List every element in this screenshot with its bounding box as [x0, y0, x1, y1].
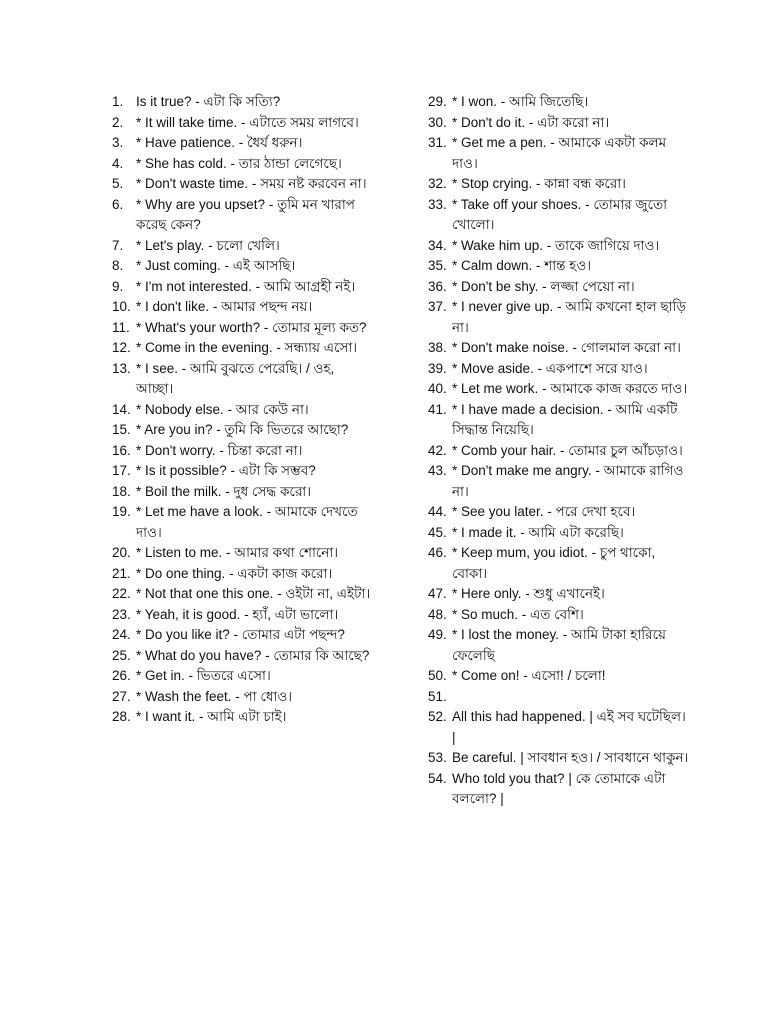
item-text: * Don't make noise. - গোলমাল করো না। — [452, 340, 681, 355]
item-number: 7. — [112, 237, 124, 253]
item-number: 49. — [428, 627, 447, 642]
list-item — [428, 769, 690, 810]
item-text: * I'm not interested. - আমি আগ্রহী নই। — [136, 278, 356, 294]
item-number: 36. — [428, 278, 447, 294]
item-number: 33. — [428, 196, 447, 212]
item-number: 25. — [112, 647, 131, 663]
item-text: * Have patience. - ধৈর্য ধরুন। — [136, 135, 303, 150]
item-text: * I won. - আমি জিতেছি। — [452, 94, 589, 109]
item-number: 53. — [428, 750, 447, 765]
item-number: 17. — [112, 463, 131, 478]
list-item — [428, 236, 690, 257]
list-item — [112, 420, 374, 441]
list-item — [112, 236, 374, 257]
list-item — [112, 154, 374, 175]
item-text: * It will take time. - এটাতে সময় লাগবে। — [136, 114, 359, 130]
item-text: * Wake him up. - তাকে জাগিয়ে দাও। — [452, 237, 660, 253]
item-text: * Comb your hair. - তোমার চুল আঁচড়াও। — [452, 442, 683, 458]
list-item — [428, 502, 690, 523]
item-number: 39. — [428, 360, 447, 376]
item-number: 9. — [112, 278, 124, 294]
item-text: * Why are you upset? - তুমি মন খারাপ করেছ কেন? — [136, 196, 355, 232]
item-number: 51. — [428, 688, 447, 704]
item-text: * Keep mum, you idiot. - চুপ থাকো, বোকা। — [452, 545, 656, 581]
list-item — [428, 461, 690, 502]
item-text: * What do you have? - তোমার কি আছে? — [136, 647, 370, 663]
item-number: 3. — [112, 135, 124, 150]
item-number: 18. — [112, 483, 131, 499]
item-number: 44. — [428, 504, 447, 519]
item-text: * Wash the feet. - পা ধোও। — [136, 688, 293, 704]
item-text: * See you later. - পরে দেখা হবে। — [452, 504, 636, 519]
list-item — [112, 133, 374, 154]
item-text: * Do you like it? - তোমার এটা পছন্দ? — [136, 627, 345, 642]
list-item — [112, 543, 374, 564]
list-item — [112, 666, 374, 687]
item-number: 54. — [428, 770, 447, 786]
item-text: Who told you that? | কে তোমাকে এটা বললো? | — [452, 770, 666, 806]
list-item — [428, 523, 690, 544]
item-number: 41. — [428, 401, 447, 417]
list-item — [112, 441, 374, 462]
list-item — [428, 277, 690, 298]
list-item — [112, 564, 374, 585]
item-text: All this had happened. | এই সব ঘটেছিল। | — [452, 709, 686, 745]
list-item — [112, 174, 374, 195]
list-item — [428, 92, 690, 113]
item-text: * She has cold. - তার ঠান্ডা লেগেছে। — [136, 155, 342, 171]
item-number: 5. — [112, 176, 124, 191]
item-number: 32. — [428, 176, 447, 191]
item-number: 23. — [112, 606, 131, 622]
list-item — [112, 277, 374, 298]
list-item — [428, 113, 690, 134]
item-text: * Come on! - এসো! / চলো! — [452, 668, 606, 683]
item-number: 21. — [112, 565, 131, 581]
item-number: 19. — [112, 504, 131, 519]
item-text: * Here only. - শুধু এখানেই। — [452, 586, 605, 601]
item-text: Is it true? - এটা কি সত্যি? — [136, 94, 281, 109]
item-number: 26. — [112, 668, 131, 683]
item-number: 38. — [428, 340, 447, 355]
list-item — [428, 666, 690, 687]
item-text: * I don't like. - আমার পছন্দ নয়। — [136, 299, 313, 314]
list-item — [112, 297, 374, 318]
list-item — [112, 195, 374, 236]
item-text: * Let's play. - চলো খেলি। — [136, 237, 280, 253]
item-number: 30. — [428, 114, 447, 130]
item-text: * Boil the milk. - দুধ সেদ্ধ করো। — [136, 483, 312, 499]
list-item — [428, 338, 690, 359]
item-text: * Is it possible? - এটা কি সম্ভব? — [136, 463, 316, 478]
list-item — [112, 687, 374, 708]
item-text: * Take off your shoes. - তোমার জুতো খোলো। — [452, 196, 667, 232]
list-item — [112, 482, 374, 503]
list-item — [428, 687, 690, 708]
item-number: 37. — [428, 299, 447, 314]
item-text: * I lost the money. - আমি টাকা হারিয়ে ফেলেছি — [452, 627, 666, 663]
item-number: 31. — [428, 135, 447, 150]
list-item — [428, 748, 690, 769]
list-item — [428, 297, 690, 338]
item-number: 8. — [112, 258, 124, 273]
list-item — [112, 318, 374, 339]
item-text: * Don't waste time. - সময় নষ্ট করবেন না। — [136, 176, 367, 191]
item-number: 16. — [112, 442, 131, 458]
item-text: * Are you in? - তুমি কি ভিতরে আছো? — [136, 422, 349, 437]
item-number: 11. — [112, 319, 130, 335]
list-item — [112, 584, 374, 605]
list-item — [112, 646, 374, 667]
list-item — [428, 133, 690, 174]
item-number: 22. — [112, 586, 131, 601]
item-text: * I want it. - আমি এটা চাই। — [136, 709, 287, 724]
item-text: * Nobody else. - আর কেউ না। — [136, 401, 309, 417]
list-item — [112, 605, 374, 626]
item-text: * I have made a decision. - আমি একটি সিদ্ধান্ত নিয়েছি। — [452, 401, 678, 437]
list-item — [112, 113, 374, 134]
item-number: 4. — [112, 155, 124, 171]
item-text: * Let me work. - আমাকে কাজ করতে দাও। — [452, 381, 688, 396]
item-number: 48. — [428, 606, 447, 622]
list-item — [428, 543, 690, 584]
item-number: 2. — [112, 114, 124, 130]
list-item — [428, 174, 690, 195]
item-number: 15. — [112, 422, 131, 437]
item-number: 45. — [428, 524, 447, 540]
list-item — [112, 92, 374, 113]
item-number: 1. — [112, 94, 124, 109]
item-number: 42. — [428, 442, 447, 458]
item-text: * Let me have a look. - আমাকে দেখতে দাও। — [136, 504, 358, 540]
item-text: * Listen to me. - আমার কথা শোনো। — [136, 545, 339, 560]
list-item — [428, 359, 690, 380]
list-item — [112, 461, 374, 482]
item-text: * Come in the evening. - সন্ধ্যায় এসো। — [136, 340, 358, 355]
right-column-list — [428, 92, 690, 810]
item-text: * Stop crying. - কান্না বন্ধ করো। — [452, 176, 627, 191]
list-item — [428, 707, 690, 748]
list-item — [112, 256, 374, 277]
item-text: * Get in. - ভিতরে এসো। — [136, 668, 271, 683]
item-text: * Move aside. - একপাশে সরে যাও। — [452, 360, 648, 376]
list-item — [428, 400, 690, 441]
list-item — [112, 707, 374, 728]
item-text: * Just coming. - এই আসছি। — [136, 258, 296, 273]
item-text: * What's your worth? - তোমার মূল্য কত? — [136, 319, 367, 335]
left-column-list — [112, 92, 374, 728]
item-text: * So much. - এত বেশি। — [452, 606, 584, 622]
item-text: * Calm down. - শান্ত হও। — [452, 258, 592, 273]
item-number: 40. — [428, 381, 447, 396]
item-text: * Don't be shy. - লজ্জা পেয়ো না। — [452, 278, 635, 294]
item-text: * Don't worry. - চিন্তা করো না। — [136, 442, 303, 458]
item-number: 46. — [428, 545, 447, 560]
item-text: * I never give up. - আমি কখনো হাল ছাড়ি না। — [452, 299, 687, 335]
item-text: * I made it. - আমি এটা করেছি। — [452, 524, 624, 540]
list-item — [112, 359, 374, 400]
list-item — [428, 625, 690, 666]
item-text: * Get me a pen. - আমাকে একটা কলম দাও। — [452, 135, 667, 171]
item-number: 14. — [112, 401, 131, 417]
item-text: Be careful. | সাবধান হও। / সাবধানে থাকুন। — [452, 750, 689, 765]
list-item — [112, 502, 374, 543]
item-number: 12. — [112, 340, 131, 355]
list-item — [112, 625, 374, 646]
list-item — [112, 338, 374, 359]
item-number: 35. — [428, 258, 447, 273]
item-number: 28. — [112, 709, 131, 724]
list-item — [428, 584, 690, 605]
item-number: 27. — [112, 688, 131, 704]
item-number: 10. — [112, 299, 131, 314]
list-item — [112, 400, 374, 421]
item-number: 29. — [428, 94, 447, 109]
item-number: 43. — [428, 463, 447, 478]
item-text: * I see. - আমি বুঝতে পেরেছি। / ওহ, আচ্ছা। — [136, 360, 335, 396]
item-number: 52. — [428, 709, 447, 724]
item-number: 13. — [112, 360, 131, 376]
item-number: 50. — [428, 668, 447, 683]
item-text: * Do one thing. - একটা কাজ করো। — [136, 565, 333, 581]
item-text: * Not that one this one. - ওইটা না, এইটা। — [136, 586, 371, 601]
item-number: 20. — [112, 545, 131, 560]
item-number: 47. — [428, 586, 447, 601]
item-text: * Don't do it. - এটা করো না। — [452, 114, 610, 130]
list-item — [428, 605, 690, 626]
list-item — [428, 256, 690, 277]
item-text: * Don't make me angry. - আমাকে রাগিও না। — [452, 463, 684, 499]
list-item — [428, 441, 690, 462]
item-text: * Yeah, it is good. - হ্যাঁ, এটা ভালো। — [136, 606, 339, 622]
item-number: 34. — [428, 237, 447, 253]
list-item — [428, 379, 690, 400]
item-number: 24. — [112, 627, 131, 642]
item-number: 6. — [112, 196, 124, 212]
list-item — [428, 195, 690, 236]
